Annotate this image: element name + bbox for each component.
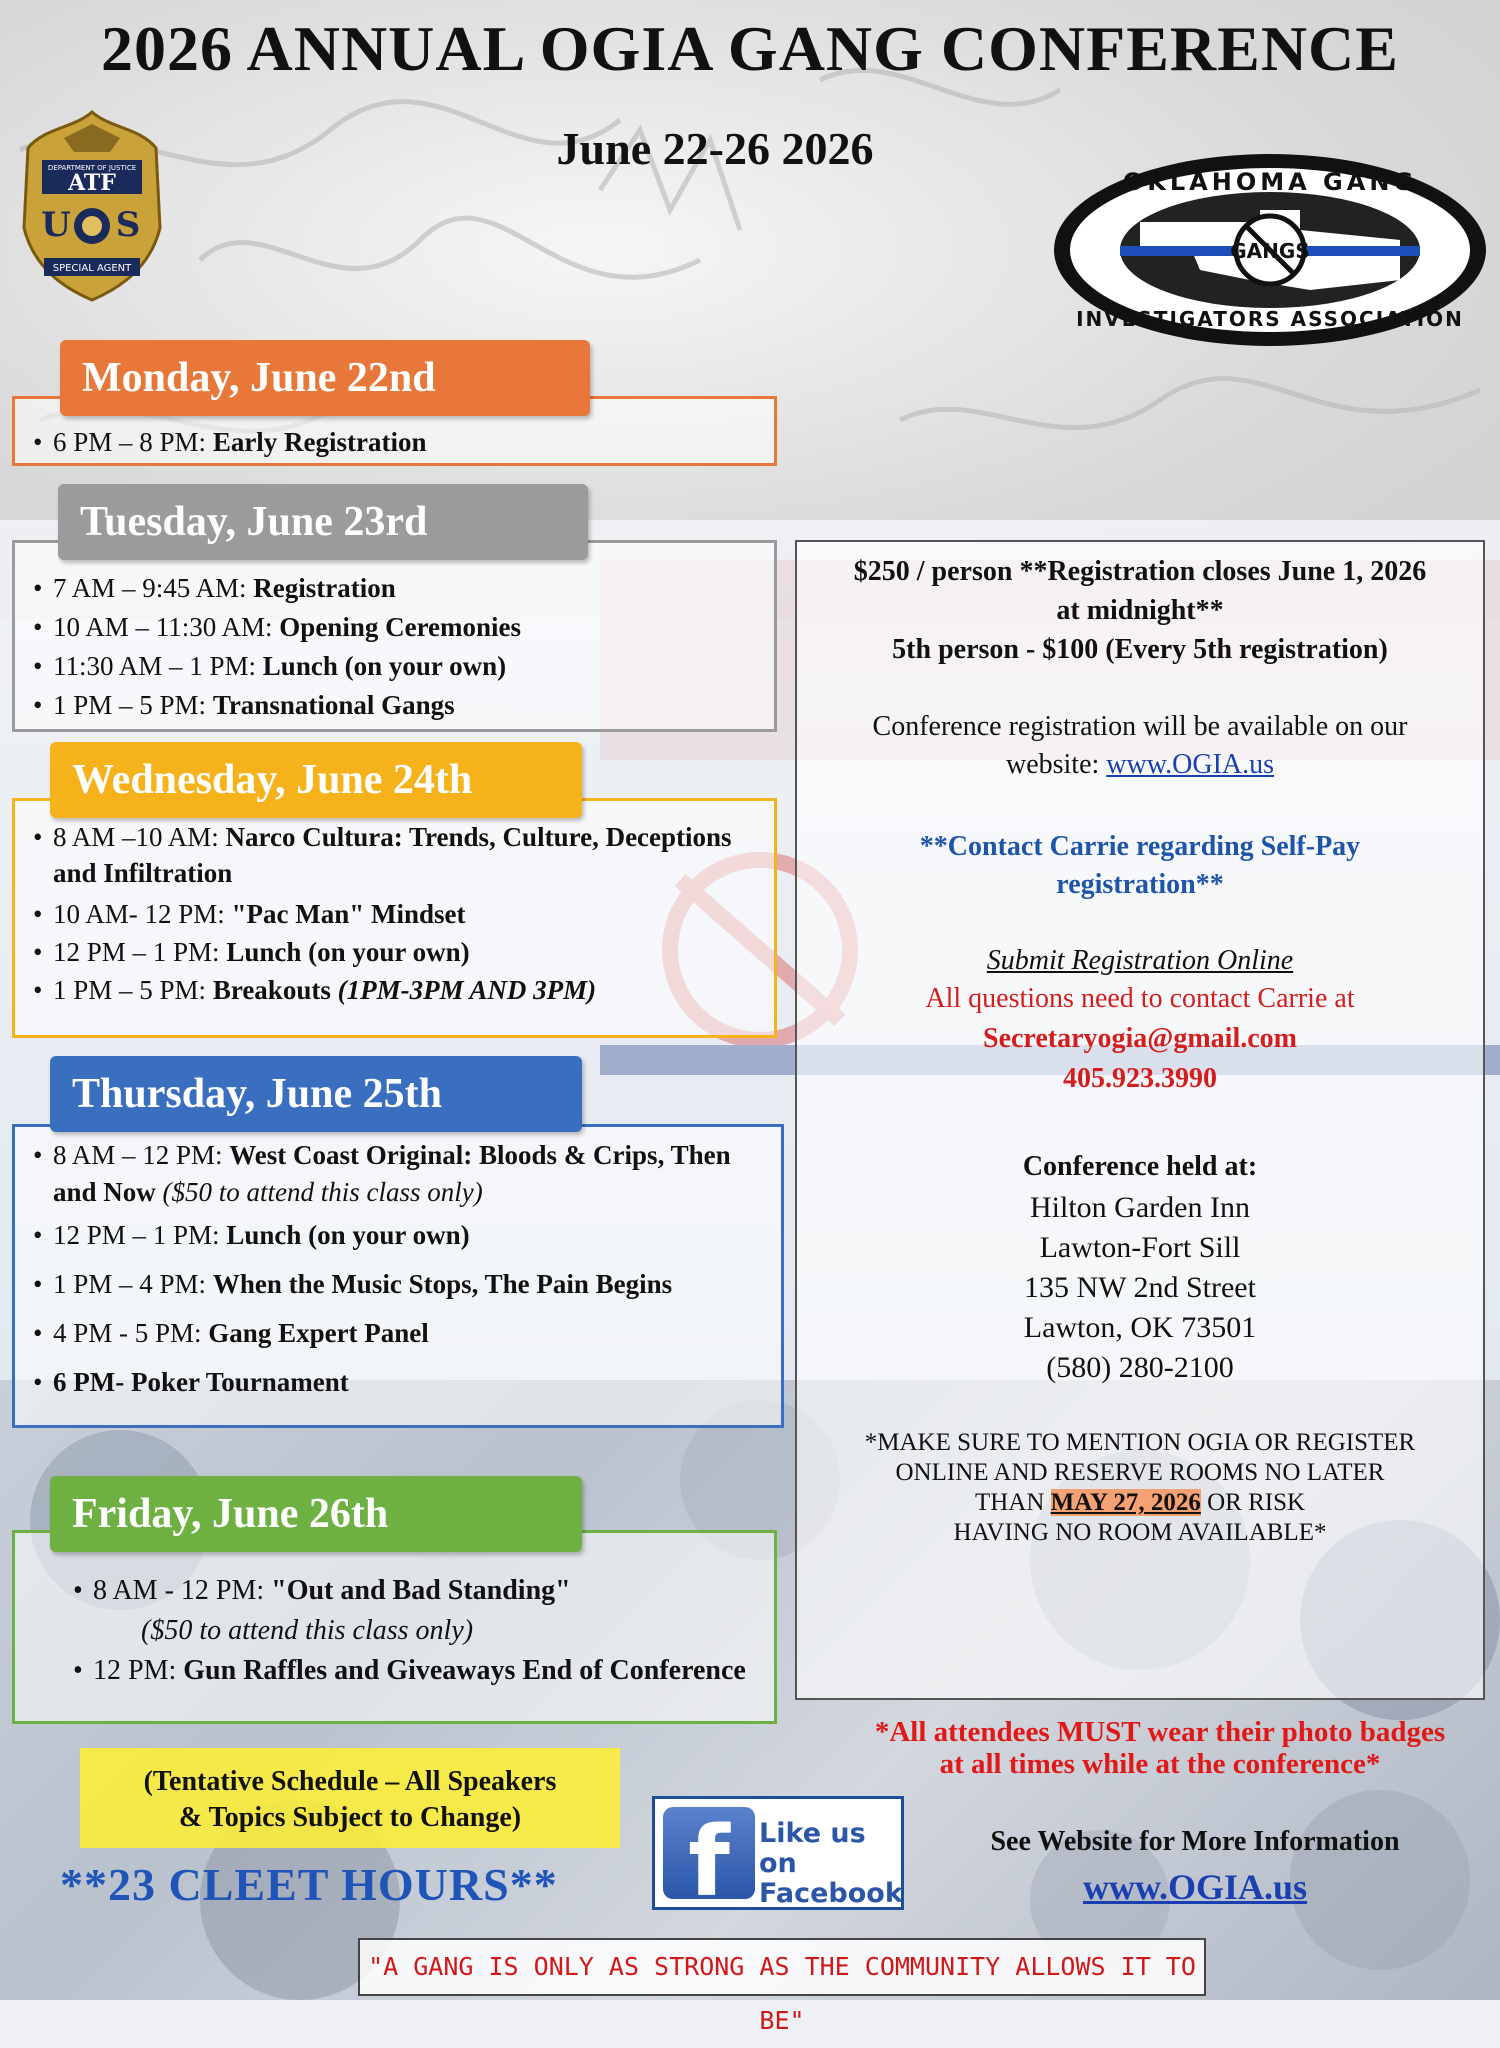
item-event: 6 PM- Poker Tournament [53,1367,349,1397]
atf-badge-logo [14,108,170,304]
item-event: Gang Expert Panel [208,1318,429,1348]
item-event: West Coast Original: Bloods & Crips, Then and Now [53,1140,731,1207]
cleet-hours: **23 CLEET HOURS** [60,1859,558,1910]
monday-header: Monday, June 22nd [60,340,590,416]
notice-line: ONLINE AND RESERVE ROOMS NO LATER [895,1459,1385,1486]
notice-line: *MAKE SURE TO MENTION OGIA OR REGISTER [864,1429,1416,1456]
item-time: 8 AM –10 AM: [53,822,226,852]
item-time: 11:30 AM – 1 PM: [53,651,263,681]
wednesday-schedule [12,798,777,1038]
photo-badge-warning [820,1716,1500,1780]
item-event: Gun Raffles and Giveaways End of Conference [183,1655,746,1686]
item-event: Lunch (on your own) [226,937,470,967]
community-quote: "A GANG IS ONLY AS STRONG AS THE COMMUNITY ALLOWS IT TO BE" [358,1938,1206,1996]
self-pay-line: registration** [1056,869,1224,900]
ogia-bottom-text: INVESTIGATORS ASSOCIATION [1076,307,1464,331]
item-event: "Pac Man" Mindset [231,899,466,929]
thursday-header: Thursday, June 25th [50,1056,582,1132]
notice-line: OR RISK [1200,1489,1306,1516]
website-link[interactable]: www.OGIA.us [1106,749,1275,780]
item-time: 7 AM – 9:45 AM: [53,573,254,603]
footer-website-anchor[interactable]: www.OGIA.us [1082,1867,1308,1907]
item-event: Early Registration [212,427,427,457]
item-time: 1 PM – 5 PM: [53,690,213,720]
venue-street: 135 NW 2nd Street [1024,1271,1256,1304]
see-website-text: See Website for More Information [990,1826,1400,1857]
price-line: at midnight** [1056,595,1224,626]
thursday-schedule [12,1124,784,1428]
schedule-item [27,933,762,971]
item-event: Lunch (on your own) [262,651,507,681]
schedule-item [27,1266,769,1303]
schedule-item [27,1315,769,1352]
atf-u-text: U [41,205,71,245]
reg-prefix: website: [1005,749,1107,780]
schedule-item [27,686,762,725]
reg-line: Conference registration will be available on our [872,711,1408,742]
page-title: 2026 ANNUAL OGIA GANG CONFERENCE [101,13,1399,84]
venue-phone: (580) 280-2100 [1046,1351,1234,1384]
schedule-item [27,819,762,891]
submit-registration-link[interactable]: Submit Registration Online [986,945,1294,976]
tentative-line: & Topics Subject to Change) [178,1802,522,1833]
atf-rank-text: SPECIAL AGENT [52,263,132,274]
questions-text: All questions need to contact Carrie at [925,983,1355,1014]
self-pay-note [797,828,1483,904]
item-note: ($50 to attend this class only) [141,1615,474,1646]
friday-header: Friday, June 26th [50,1476,582,1552]
contact-email[interactable]: Secretaryogia@gmail.com [983,1023,1297,1054]
item-event: Transnational Gangs [212,690,455,720]
atf-dept-text: DEPARTMENT OF JUSTICE [47,164,137,172]
notice-line: HAVING NO ROOM AVAILABLE* [953,1519,1327,1546]
schedule-item [27,1137,769,1211]
tuesday-schedule [12,540,777,732]
item-event: When the Music Stops, The Pain Begins [212,1269,673,1299]
item-time: 1 PM – 4 PM: [53,1269,213,1299]
atf-s-text: S [115,205,141,245]
item-time: 6 PM – 8 PM: [53,427,213,457]
wednesday-header: Wednesday, June 24th [50,742,582,818]
item-time: 8 AM – 12 PM: [53,1140,230,1170]
schedule-item [27,895,762,933]
facebook-like-button[interactable] [652,1796,904,1918]
conference-dates: June 22-26 2026 [556,123,874,174]
venue-heading: Conference held at: [1022,1151,1258,1182]
pricing-text [797,552,1483,669]
registration-availability [797,708,1483,784]
item-time: 12 PM: [93,1655,184,1686]
footer-website-link[interactable] [930,1866,1460,1908]
notice-line: THAN [974,1489,1051,1516]
price-line: $250 / person **Registration closes June 1, 2026 [853,556,1427,587]
venue-subname: Lawton-Fort Sill [1039,1231,1241,1264]
schedule-item [67,1571,762,1611]
ogia-logo [1050,150,1490,350]
item-event: Lunch (on your own) [226,1220,470,1250]
venue-address [797,1188,1483,1388]
registration-info-panel [795,540,1485,1700]
warning-line: *All attendees MUST wear their photo badges [874,1716,1446,1748]
venue-name: Hilton Garden Inn [1030,1191,1250,1224]
item-time: 8 AM - 12 PM: [93,1575,272,1606]
facebook-line: Facebook [759,1878,903,1909]
schedule-item [27,608,762,647]
item-note: (1PM-3PM AND 3PM) [337,975,597,1005]
item-time: 1 PM – 5 PM: [53,975,213,1005]
item-event: "Out and Bad Standing" [271,1575,571,1606]
schedule-item [27,1217,769,1254]
schedule-item-note [67,1611,762,1651]
facebook-line: Like us on [759,1818,866,1879]
tentative-schedule-note [80,1748,620,1848]
venue-city: Lawton, OK 73501 [1023,1311,1257,1344]
schedule-item [27,423,762,461]
facebook-label [759,1819,903,1909]
schedule-item [27,971,762,1009]
item-time: 4 PM - 5 PM: [53,1318,209,1348]
self-pay-line: **Contact Carrie regarding Self-Pay [919,831,1361,862]
item-time: 12 PM – 1 PM: [53,937,227,967]
item-event: Opening Ceremonies [279,612,522,642]
item-event: Narco Cultura: Trends, Culture, Deceptions and Infiltration [53,822,732,888]
ogia-center-text: GANGS [1230,239,1310,263]
room-reservation-notice [797,1428,1483,1548]
friday-schedule [12,1530,777,1724]
atf-name-text: ATF [68,170,116,196]
warning-line: at all times while at the conference* [939,1748,1381,1780]
facebook-icon: f [663,1807,755,1899]
tuesday-header: Tuesday, June 23rd [58,484,588,560]
tentative-line: (Tentative Schedule – All Speakers [143,1766,557,1797]
item-note: ($50 to attend this class only) [162,1177,483,1207]
price-line: 5th person - $100 (Every 5th registration) [892,634,1388,665]
item-event: Registration [253,573,396,603]
schedule-item [27,647,762,686]
contact-phone: 405.923.3990 [1063,1063,1217,1094]
item-event: Breakouts [212,975,338,1005]
item-time: 10 AM – 11:30 AM: [53,612,280,642]
item-time: 10 AM- 12 PM: [53,899,232,929]
item-time: 12 PM – 1 PM: [53,1220,227,1250]
reservation-deadline: MAY 27, 2026 [1050,1489,1201,1516]
schedule-item [27,1364,769,1401]
ogia-top-text: OKLAHOMA GANG [1122,168,1418,196]
schedule-item [27,569,762,608]
schedule-item [67,1651,762,1691]
